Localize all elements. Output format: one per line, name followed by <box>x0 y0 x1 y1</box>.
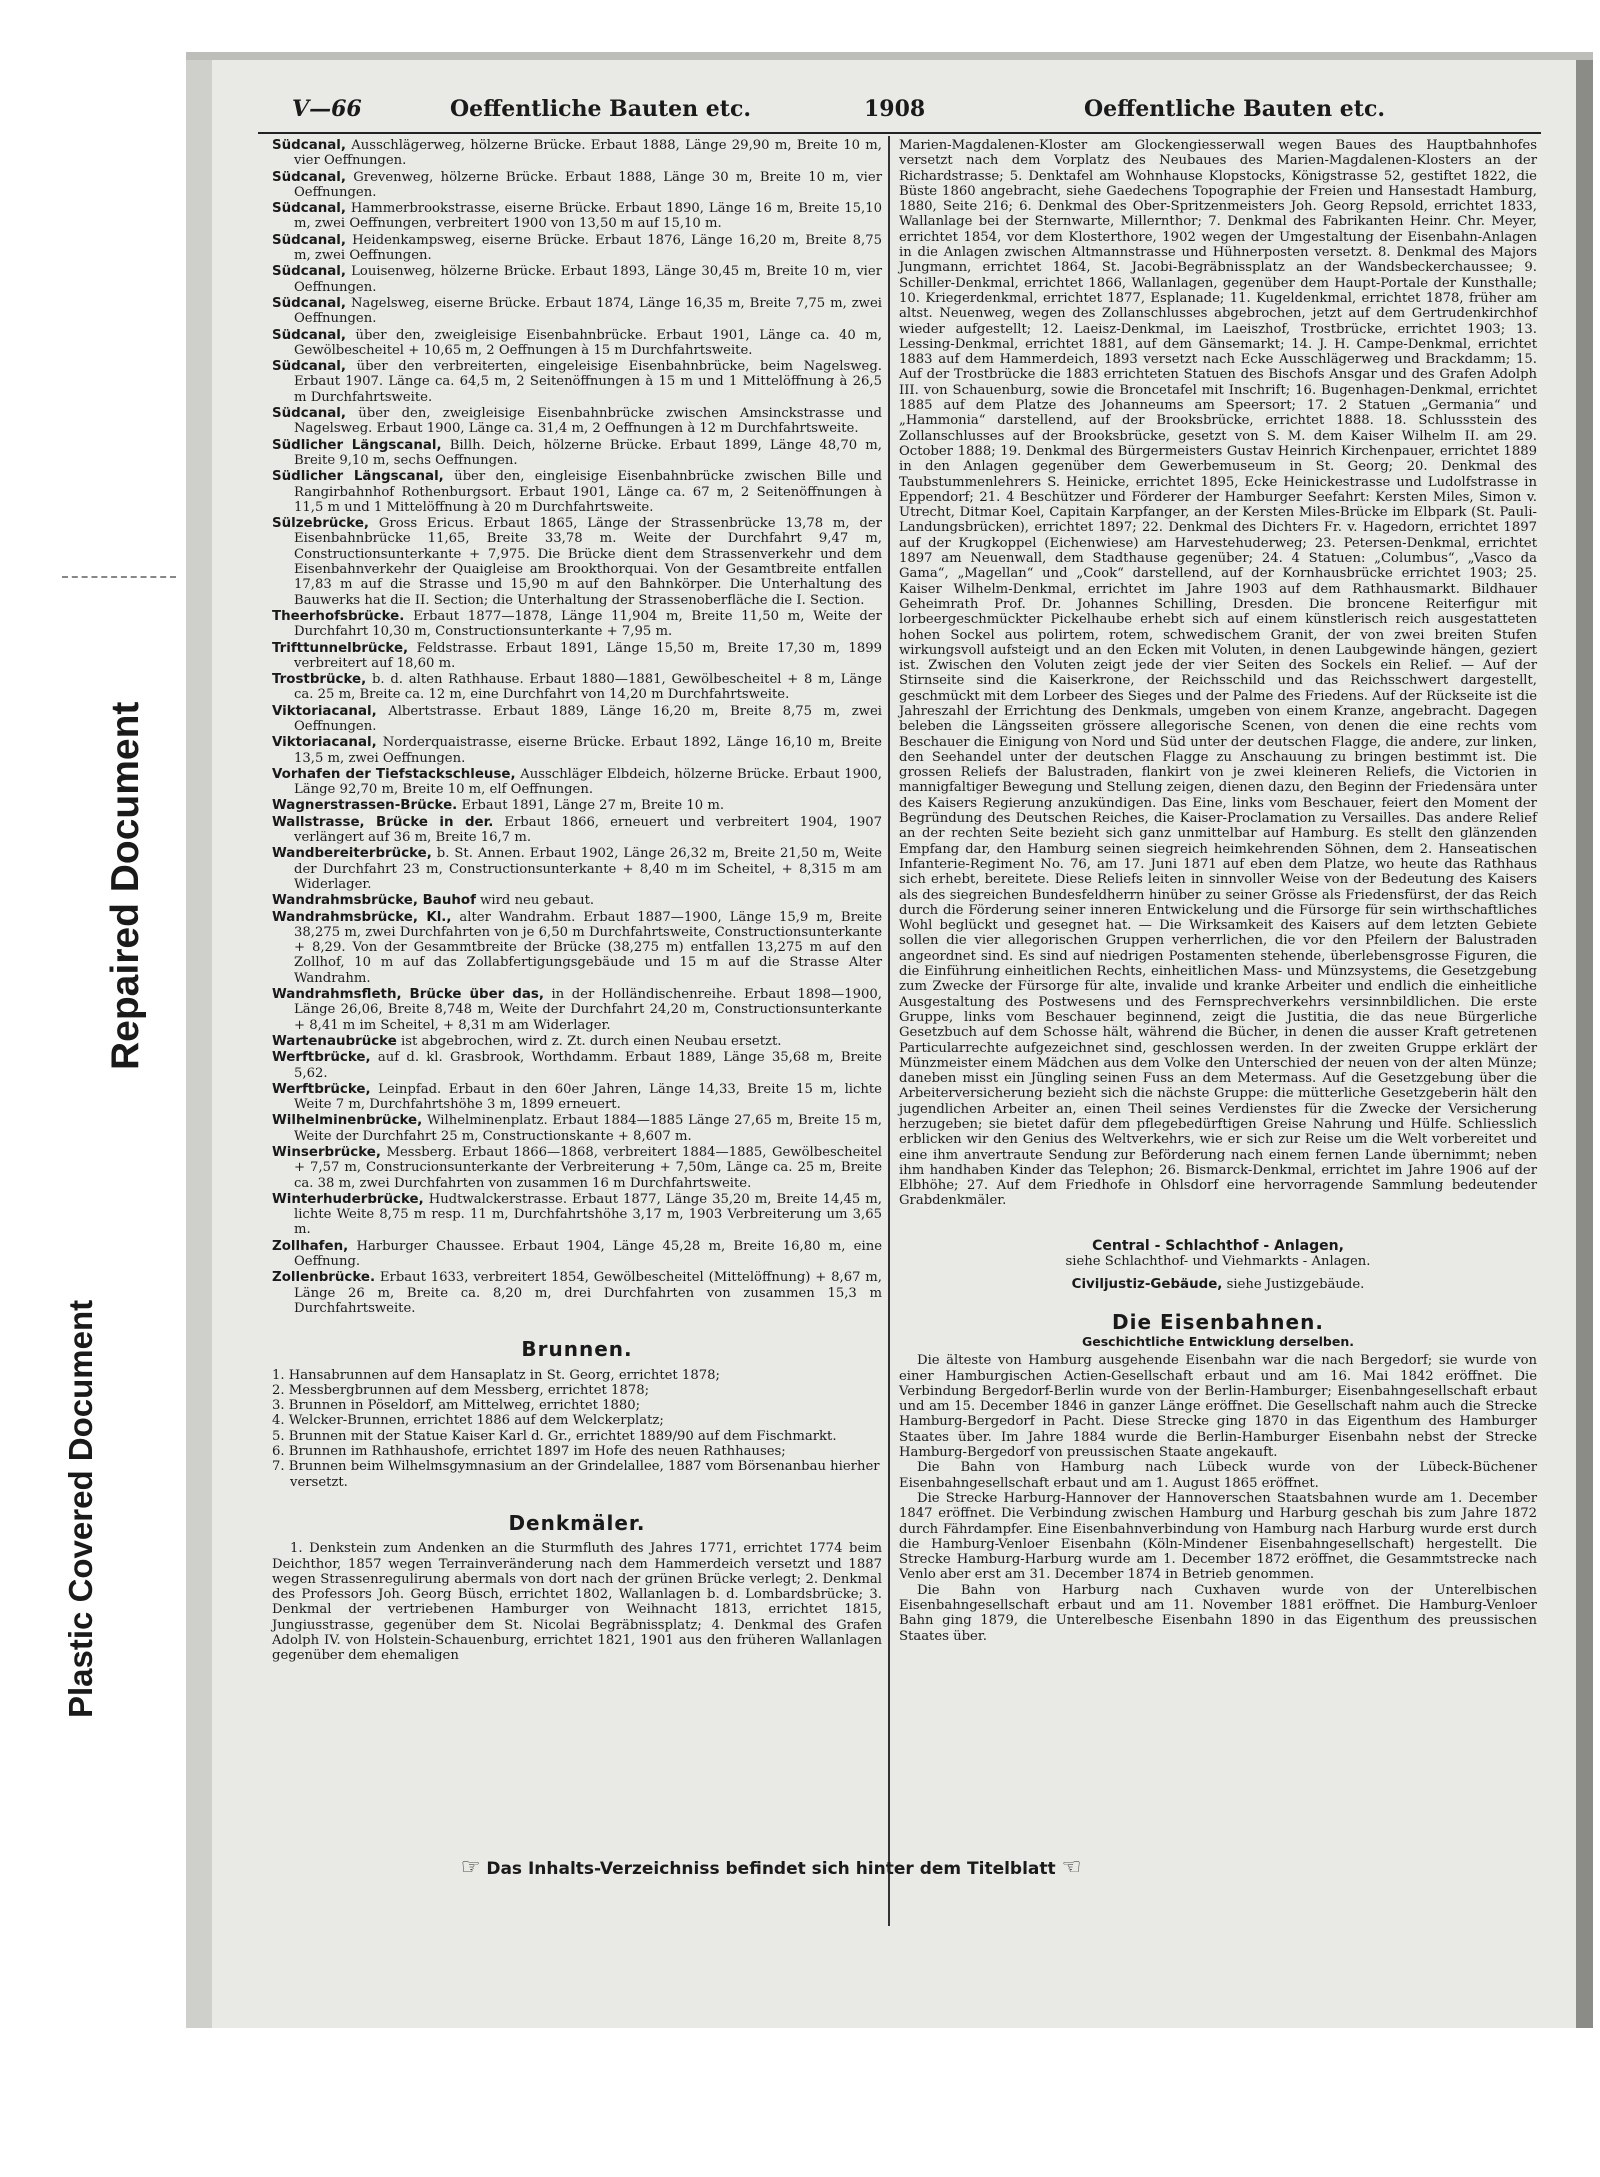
eisenbahn-paragraph: Die älteste von Hamburg ausgehende Eisenbahn war die nach Bergedorf; sie wurde von einer Hamburgischen Actien-Gesellschaft erbaut und am 16. Mai 1842 eröffnet. Die Verbindung Bergedorf-Berlin wurde von der Berlin-Hamburger; Eisenbahngesellschaft erbaut und am 15. December 1846 in ganzer Länge eröffnet. Die Gesellschaft nahm auch die Strecke Hamburg-Bergedorf in Pacht. Diese Strecke ging 1870 in das Eigenthum des Hamburger Staates über. Im Jahre 1884 wurde die Berlin-Hamburger Eisenbahn nebst der Strecke Hamburg-Bergedorf von preussischen Staate angekauft. <box>899 1353 1537 1461</box>
bridge-entry <box>272 1270 882 1316</box>
bridge-entry-text: über den, eingleisige Eisenbahnbrücke zwischen Bille und Rangirbahnhof Rothenburgsort. Erbaut 1901, Länge ca. 67 m, 2 Seitenöffnungen à 11,5 m und 1 Mittelöffnung à 20 m Durchfahrtsweite. <box>294 469 882 515</box>
bridge-entry <box>272 469 882 515</box>
header-year: 1908 <box>864 96 926 122</box>
brunnen-item: 1. Hansabrunnen auf dem Hansaplatz in St. Georg, errichtet 1878; <box>272 1367 720 1383</box>
brunnen-item: 5. Brunnen mit der Statue Kaiser Karl d. Gr., errichtet 1889/90 auf dem Fischmarkt. <box>272 1428 837 1444</box>
left-column <box>272 138 882 1664</box>
bridge-entry-text: Hammerbrookstrasse, eiserne Brücke. Erbaut 1890, Länge 16 m, Breite 15,10 m, zwei Oeffnungen, verbreitert 1900 von 13,50 m auf 15,10 m. <box>294 201 882 232</box>
label-divider <box>62 576 176 578</box>
column-divider <box>888 136 890 1926</box>
bridge-entry-name: Sülzebrücke, <box>272 516 370 532</box>
bridge-entry-name: Südcanal, <box>272 327 346 343</box>
bridge-list <box>272 138 882 1316</box>
bridge-entry-text: auf d. kl. Grasbrook, Worthdamm. Erbaut 1889, Länge 35,68 m, Breite 5,62. <box>294 1050 882 1081</box>
footer-note <box>256 1855 1286 1880</box>
bridge-entry-text: Hudtwalckerstrasse. Erbaut 1877, Länge 35,20 m, Breite 14,45 m, lichte Weite 8,75 m resp. 11 m, Durchfahrtshöhe 3,17 m, 1903 Verbreiterung um 3,65 m. <box>294 1191 882 1238</box>
bridge-entry-text: Ausschläger Elbdeich, hölzerne Brücke. Erbaut 1900, Länge 92,70 m, Breite 10 m, elf Oeffnungen. <box>294 766 882 798</box>
bridge-entry-text: Nagelsweg, eiserne Brücke. Erbaut 1874, Länge 16,35 m, Breite 7,75 m, zwei Oeffnungen. <box>294 295 882 327</box>
scan-left-edge <box>186 52 212 2028</box>
bridge-entry-text: b. St. Annen. Erbaut 1902, Länge 26,32 m, Breite 21,50 m, Weite der Durchfahrt 23 m, Constructionsunterkante + 8,40 m im Scheitel, + 8,315 m am Widerlager. <box>294 846 882 892</box>
bridge-entry-name: Wandrahmsbrücke, Bauhof <box>272 893 476 909</box>
bridge-entry-name: Vorhafen der Tiefstackschleuse, <box>272 766 516 782</box>
bridge-entry-name: Wilhelminenbrücke, <box>272 1113 423 1129</box>
bridge-entry-text: über den, zweigleisige Eisenbahnbrücke zwischen Amsinckstrasse und Nagelsweg. Erbaut 1900, Länge ca. 31,4 m, 2 Oeffnungen à 12 m Durchfahrtsweite. <box>294 406 882 437</box>
bridge-entry <box>272 138 882 169</box>
bridge-entry-name: Trostbrücke, <box>272 672 367 688</box>
bridge-entry-name: Südcanal, <box>272 295 346 311</box>
denkmaeler-title: Denkmäler. <box>508 1510 646 1535</box>
bridge-entry-text: Erbaut 1877—1878, Länge 11,904 m, Breite 11,50 m, Weite der Durchfahrt 10,30 m, Constructionsunterkante + 7,95 m. <box>294 608 882 640</box>
bridge-entry-name: Winserbrücke, <box>272 1145 381 1160</box>
bridge-entry-text: Feldstrasse. Erbaut 1891, Länge 15,50 m, Breite 17,30 m, 1899 verbreitert auf 18,60 m. <box>294 640 882 671</box>
bridge-entry <box>272 1145 882 1191</box>
bridge-entry-text: Louisenweg, hölzerne Brücke. Erbaut 1893, Länge 30,45 m, Breite 10 m, vier Oeffnungen. <box>294 264 882 295</box>
bridge-entry-text: Harburger Chaussee. Erbaut 1904, Länge 45,28 m, Breite 16,80 m, eine Oeffnung. <box>294 1238 882 1270</box>
bridge-entry-name: Wandrahmsbrücke, Kl., <box>272 909 452 925</box>
bridge-entry-text: Wilhelminenplatz. Erbaut 1884—1885 Länge 27,65 m, Breite 15 m, Weite der Durchfahrt 25 m, Constructionskante + 8,607 m. <box>294 1113 882 1144</box>
bridge-entry-text: Messberg. Erbaut 1866—1868, verbreitert 1884—1885, Gewölbescheitel + 7,57 m, Construcionsunterkante der Verbreiterung + 7,50m, Länge ca. 25 m, Breite ca. 38 m, zwei Durchfahrten von zusammen 16 m Durchfahrtsweite. <box>294 1145 882 1191</box>
bridge-entry <box>272 1239 882 1270</box>
bridge-entry <box>272 1050 882 1081</box>
bridge-entry-name: Theerhofsbrücke. <box>272 608 405 624</box>
bridge-entry-text: Billh. Deich, hölzerne Brücke. Erbaut 1899, Länge 48,70 m, Breite 9,10 m, sechs Oeffnungen. <box>294 437 882 468</box>
bridge-entry-text: über den verbreiterten, eingeleisige Eisenbahnbrücke, beim Nagelsweg. Erbaut 1907. Länge ca. 64,5 m, 2 Seitenöffnungen à 15 m und 1 Mittelöffnung à 26,5 m Durchfahrtsweite. <box>294 359 882 405</box>
bridge-entry-name: Viktoriacanal, <box>272 735 377 751</box>
bridge-entry-name: Südcanal, <box>272 138 346 153</box>
eisenbahn-paragraph: Die Bahn von Harburg nach Cuxhaven wurde von der Unterelbischen Eisenbahngesellschaft erbaut und am 11. November 1881 eröffnet. Die Hamburg-Venloer Bahn ging 1879, die Unterelbesche Eisenbahn 1890 in das Eigenthum des preussischen Staates über. <box>899 1582 1537 1644</box>
bridge-entry <box>272 233 882 264</box>
bridge-entry <box>272 641 882 672</box>
bridge-entry-name: Zollhafen, <box>272 1238 349 1254</box>
bridge-entry <box>272 201 882 232</box>
bridge-entry-text: Leinpfad. Erbaut in den 60er Jahren, Länge 14,33, Breite 15 m, lichte Weite 7 m, Durchfahrtshöhe 3 m, 1899 erneuert. <box>294 1081 882 1113</box>
bridge-entry-text: Heidenkampsweg, eiserne Brücke. Erbaut 1876, Länge 16,20 m, Breite 8,75 m, zwei Oeffnungen. <box>294 232 882 264</box>
bridge-entry-text: Albertstrasse. Erbaut 1889, Länge 16,20 m, Breite 8,75 m, zwei Oeffnungen. <box>294 703 882 734</box>
bridge-entry-name: Südcanal, <box>272 169 346 185</box>
bridge-entry <box>272 516 882 608</box>
bridge-entry-name: Südcanal, <box>272 359 346 375</box>
bridge-entry-text: Gross Ericus. Erbaut 1865, Länge der Strassenbrücke 13,78 m, der Eisenbahnbrücke 11,65, Breite 33,78 m. Weite der Durchfahrt 9,47 m, Constructionsunterkante + 7,975. Die Brücke dient dem Strassenverkehr und dem Eisenbahnverkehr der Quaigleise am Brookthorquai. Von der Gesamtbreite entfallen 17,83 m auf die Strasse und 15,90 m auf den Bahnkörper. Die Unterhaltung des Bauwerks hat die II. Section; die Unterhaltung der Strassenoberfläche die I. Section. <box>294 516 882 608</box>
scan-top-edge <box>186 52 1593 60</box>
bridge-entry-text: Grevenweg, hölzerne Brücke. Erbaut 1888, Länge 30 m, Breite 10 m, vier Oeffnungen. <box>294 169 882 200</box>
brunnen-item: 2. Messbergbrunnen auf dem Messberg, errichtet 1878; <box>272 1382 650 1398</box>
bridge-entry-name: Viktoriacanal, <box>272 703 377 719</box>
bridge-entry-text: Erbaut 1866, erneuert und verbreitert 1904, 1907 verlängert auf 36 m, Breite 16,7 m. <box>294 814 883 846</box>
bridge-entry-text: Erbaut 1891, Länge 27 m, Breite 10 m. <box>461 798 725 814</box>
bridge-entry-text: Erbaut 1633, verbreitert 1854, Gewölbescheitel (Mittelöffnung) + 8,67 m, Länge 26 m, Breite ca. 8,20 m, drei Durchfahrten von zusammen 15,3 m Durchfahrtsweite. <box>294 1270 882 1316</box>
bridge-entry-name: Wandrahmsfleth, Brücke über das, <box>272 987 544 1003</box>
footer-text: Das Inhalts-Verzeichniss befindet sich hinter dem Titelblatt <box>486 1859 1056 1879</box>
bridge-entry <box>272 735 882 766</box>
bridge-entry-name: Südcanal, <box>272 406 346 422</box>
brunnen-item: 6. Brunnen im Rathhaushofe, errichtet 1897 im Hofe des neuen Rathhauses; <box>272 1444 786 1460</box>
civiljustiz-line <box>899 1277 1537 1292</box>
bridge-entry <box>272 846 882 892</box>
bridge-entry-text: b. d. alten Rathhause. Erbaut 1880—1881, Gewölbescheitel + 8 m, Länge ca. 25 m, Breite ca. 12 m, eine Durchfahrt von 14,20 m Durchfahrtsweite. <box>294 672 882 703</box>
brunnen-item: 4. Welcker-Brunnen, errichtet 1886 auf dem Welckerplatz; <box>272 1413 664 1429</box>
bridge-entry <box>272 406 882 437</box>
scan-right-edge <box>1576 52 1593 2028</box>
bridge-entry-text: Ausschlägerweg, hölzerne Brücke. Erbaut 1888, Länge 29,90 m, Breite 10 m, vier Oeffnungen. <box>294 138 882 169</box>
bridge-entry-name: Südlicher Längscanal, <box>272 469 444 485</box>
bridge-entry <box>272 296 882 327</box>
bridge-entry <box>272 798 882 813</box>
eisenbahnen-text <box>899 1353 1537 1644</box>
bridge-entry <box>272 1192 882 1238</box>
bridge-entry <box>272 910 882 986</box>
brunnen-list <box>272 1368 882 1490</box>
bridge-entry-text: wird neu gebaut. <box>480 893 595 909</box>
page-header <box>258 92 1541 134</box>
eisenbahn-paragraph: Die Bahn von Hamburg nach Lübeck wurde von der Lübeck-Büchener Eisenbahngesellschaft erbaut und am 1. August 1865 eröffnet. <box>899 1460 1537 1491</box>
eisenbahnen-title: Die Eisenbahnen. <box>1112 1309 1324 1334</box>
bridge-entry-text: über den, zweigleisige Eisenbahnbrücke. Erbaut 1901, Länge ca. 40 m, Gewölbescheitel + 10,65 m, 2 Oeffnungen à 15 m Durchfahrtsweite. <box>294 327 882 358</box>
bridge-entry-name: Südcanal, <box>272 232 346 248</box>
civiljustiz-ref: siehe Justizgebäude. <box>1226 1277 1365 1293</box>
page-number: V—66 <box>292 96 362 122</box>
bridge-entry <box>272 328 882 359</box>
bridge-entry-text: in der Holländischenreihe. Erbaut 1898—1900, Länge 26,06, Breite 8,748 m, Weite der Durchfahrt 24,20 m, Constructionsunterkante + 8,41 m im Scheitel, + 8,31 m am Widerlager. <box>294 987 882 1033</box>
right-column <box>899 138 1537 1644</box>
bridge-entry <box>272 815 882 846</box>
bridge-entry <box>272 438 882 469</box>
bridge-entry <box>272 609 882 640</box>
repaired-document-label: Repaired Document <box>104 701 147 1070</box>
central-schlachthof-title: Central - Schlachthof - Anlagen, <box>1092 1237 1344 1254</box>
bridge-entry-name: Südcanal, <box>272 264 346 280</box>
bridge-entry <box>272 987 882 1033</box>
bridge-entry-name: Wandbereiterbrücke, <box>272 846 432 862</box>
bridge-entry-name: Südcanal, <box>272 201 346 217</box>
bridge-entry <box>272 704 882 735</box>
header-left-title: Oeffentliche Bauten etc. <box>450 96 752 122</box>
bridge-entry-name: Wallstrasse, Brücke in der. <box>272 814 494 830</box>
brunnen-title: Brunnen. <box>521 1337 633 1362</box>
bridge-entry <box>272 359 882 405</box>
bridge-entry-name: Wartenaubrücke <box>272 1033 397 1049</box>
bridge-entry <box>272 1082 882 1113</box>
header-right-title: Oeffentliche Bauten etc. <box>1084 96 1386 122</box>
bridge-entry-name: Werftbrücke, <box>272 1050 371 1066</box>
bridge-entry <box>272 170 882 201</box>
bridge-entry-name: Trifttunnelbrücke, <box>272 640 409 656</box>
bridge-entry-name: Südlicher Längscanal, <box>272 437 442 453</box>
document-page <box>258 92 1541 1972</box>
pointing-hand-icon: ☞ <box>460 1855 481 1880</box>
brunnen-item: 7. Brunnen beim Wilhelmsgymnasium an der Grindelallee, 1887 vom Börsenanbau hierher versetzt. <box>272 1459 880 1490</box>
bridge-entry <box>272 1034 882 1049</box>
bridge-entry-name: Winterhuderbrücke, <box>272 1191 424 1207</box>
brunnen-item: 3. Brunnen in Pöseldorf, am Mittelweg, errichtet 1880; <box>272 1398 641 1414</box>
bridge-entry-text: Norderquaistrasse, eiserne Brücke. Erbaut 1892, Länge 16,10 m, Breite 13,5 m, zwei Oeffnungen. <box>294 735 882 766</box>
plastic-covered-document-label: Plastic Covered Document <box>62 1299 99 1718</box>
bridge-entry-name: Wagnerstrassen-Brücke. <box>272 798 458 814</box>
bridge-entry <box>272 893 882 908</box>
denkmaeler-continued-text: Marien-Magdalenen-Kloster am Glockengiesserwall wegen Baues des Hauptbahnhofes versetzt nach dem Vorplatz des Neubaues des Marien-Magdalenen-Klosters an der Richardstrasse; 5. Denktafel am Wohnhause Klopstocks, Königstrasse 52, gestiftet 1822, die Büste 1860 angebracht, siehe Gaedechens Topographie der Freien und Hansestadt Hamburg, 1880, Seite 216; 6. Denkmal des Ober-Spritzenmeisters Joh. Georg Repsold, errichtet 1833, Wallanlage bei der Sternwarte, Millernthor; 7. Denkmal des Fabrikanten Heinr. Chr. Meyer, errichtet 1854, vor dem Klosterthore, 1902 wegen der Umgestaltung der Eisenbahn-Anlagen in die Anlagen zwischen Altmannstrasse und Hühnerposten versetzt. 8. Denkmal des Majors Jungmann, errichtet 1864, St. Jacobi-Begräbnissplatz an der Wandsbeckerchaussee; 9. Schiller-Denkmal, errichtet 1866, Wallanlagen, gegenüber dem Haupt-Portale der Kunsthalle; 10. Kriegerdenkmal, errichtet 1877, Esplanade; 11. Kugeldenkmal, errichtet 1878, früher am altst. Neuenweg, wegen des Zollanschlusses abgebrochen, jetzt auf dem Gertrudenkirchhof wieder aufgestellt; 12. Laeisz-Denkmal, im Laeiszhof, Trostbrücke, errichtet 1903; 13. Lessing-Denkmal, errichtet 1881, auf dem Gänsemarkt; 14. J. H. Campe-Denkmal, errichtet 1883 auf dem Hammerdeich, 1893 versetzt nach Ecke Ausschlägerweg und Brackdamm; 15. Auf der Trostbrücke die 1883 errichteten Statuen des Bischofs Ansgar und des Grafen Adolph III. von Schauenburg, sowie die Broncetafel mit Inschrift; 16. Bugenhagen-Denkmal, errichtet 1885 auf dem Platze des Johanneums am Speersort; 17. 2 Statuen „Germania“ und „Hammonia“ darstellend, auf der Brooksbrücke, errichtet 1888. 18. Schlussstein des Zollanschlusses auf der Brooksbrücke, gesetzt von S. M. dem Kaiser Wilhelm II. am 29. October 1888; 19. Denkmal des Bürgermeisters Gustav Heinrich Kirchenpauer, errichtet 1889 in den Anlagen gegenüber dem Gewerbemuseum in St. Georg; 20. Denkmal des Taubstummenlehrers S. Heinicke, errichtet 1895, Ecke Heinickestrasse und Ludolfstrasse in Eppendorf; 21. 4 Beschützer und Förderer der Hamburger Seefahrt: Kersten Miles, Simon v. Utrecht, Ditmar Koel, Capitain Karpfanger, an der Kersten Miles-Brücke im Elbpark (St. Pauli-Landungsbrücken), errichtet 1897; 22. Denkmal des Dichters Fr. v. Hagedorn, errichtet 1897 auf der Krugkoppel (Eichenwiese) am Harvestehuderweg; 23. Petersen-Denkmal, errichtet 1897 am Neuenwall, dem Stadthause gegenüber; 24. 4 Statuen: „Columbus“, „Vasco da Gama“, „Magellan“ und „Cook“ darstellend, auf der Kornhausbrücke errichtet 1903; 25. Kaiser Wilhelm-Denkmal, errichtet im Jahre 1903 auf dem Rathhausmarkt. Bildhauer Geheimrath Prof. Dr. Johannes Schilling, Dresden. Die broncene Reiterfigur mit lorbeergeschmückter Pickelhaube erhebt sich auf einem künstlerisch reich ausgestatteten hohen Sockel aus polirtem, rotem, schwedischem Granit, der von zwei breiten Stufen wirkungsvoll aufsteigt und an den Ecken mit Voluten, in denen Laubgewinde hängen, geziert ist. Zwischen den Voluten zeigt jede der vier Seiten des Sockels ein Relief. — Auf der Stirnseite sind die Kaiserkrone, der Reichsschild und das Reichsschwert dargestellt, geschmückt mit dem Lorbeer des Sieges und der Palme des Friedens. Auf der Rückseite ist die Jahreszahl der Errichtung des Denkmals, umgeben von einem Kranze, angebracht. Dagegen beleben die Längsseiten grössere allegorische Scenen, von denen die eine rechts vom Beschauer die Einigung von Nord und Süd unter der deutschen Flagge, die andere, zur linken, den Seehandel unter der deutschen Flagge zu Anschauung zu bringen bestimmt ist. Die grossen Reliefs der Balustraden, flankirt von je zwei kleineren Reliefs, die Victorien in mannigfaltiger Bewegung und Stellung zeigen, dienen dazu, den Beginn der Friedensära unter des Kaisers Regierung anzukündigen. Das Eine, links vom Beschauer, feiert den Moment der Begründung des Deutschen Reiches, die Kaiser-Proclamation zu Versailles. Das andere Relief an der rechten Seite bezieht sich ganz unmittelbar auf Hamburg. Es stellt den glänzenden Empfang dar, den Hamburg seinen siegreich heimkehrenden Söhnen, dem 2. Hanseatischen Infanterie-Regiment No. 76, am 17. Juni 1871 auf eben dem Platze, wo heute das Rathhaus sich erhebt, bereitete. Diese Reliefs leiten in sinnvoller Weise von der Bedeutung des Kaisers als des siegreichen Bundesfeldherrn hinüber zu seiner Grösse als Friedensfürst, der das Reich durch die Förderung seiner inneren Entwickelung und die Fürsorge für sein wirthschaftliches Wohl beglückt und gesegnet hat. — Die Wirksamkeit des Kaisers auf dem letzten Gebiete sollen die vier allegorischen Gruppen verherrlichen, die vor den Pfeilern der Balustraden angeordnet sind. Es sind auf niedrigen Postamenten stehende, überlebensgrosse Figuren, die die Einführung einheitlichen Rechts, einheitlichen Mass- und Münzsystems, die Gesetzgebung zum Zwecke der Fürsorge für alte, invalide und kranke Arbeiter und endlich die einheitliche Ausgestaltung des Postwesens und des Fernsprechverkehrs versinnbildlichen. Die erste Gruppe, links vom Beschauer beginnend, zeigt die Justitia, die das neue Bürgerliche Gesetzbuch auf dem Schosse hält, während die Bücher, in denen die ausser Kraft getretenen Particularrechte aufgezeichnet sind, geschlossen werden. In der zweiten Gruppe erklärt der Münzmeister einem Mädchen aus dem Volke den Unterschied der neuen von der alten Münze; daneben misst ein Jüngling seinen Fuss an dem Metermass. Auf die Gesetzgebung über die Arbeiterversicherung bezieht sich die nächste Gruppe: die mütterliche Gesetzgeberin hält den jugendlichen Arbeiter an, einen Theil seines Verdienstes für die Zwecke der Versicherung herzugeben; sie bietet dafür dem pflegebedürftigen Greise Nahrung und Hülfe. Schliesslich erblicken wir den Genius des Weltverkehrs, wie er sich zur Reise um die Welt vorbereitet und eine ihm anvertraute Sendung zur Beförderung nach einem fernen Lande übernimmt; neben ihm handhaben Kinder das Telephon; 26. Bismarck-Denkmal, errichtet im Jahre 1906 auf der Elbhöhe; 27. Auf dem Friedhofe in Ohlsdorf eine hervorragende Sammlung bedeutender Grabdenkmäler. <box>899 138 1537 1209</box>
central-schlachthof-ref: siehe Schlachthof- und Viehmarkts - Anlagen. <box>1065 1254 1371 1270</box>
bridge-entry <box>272 672 882 703</box>
bridge-entry <box>272 767 882 798</box>
bridge-entry-text: alter Wandrahm. Erbaut 1887—1900, Länge 15,9 m, Breite 38,275 m, zwei Durchfahrten von je 6,50 m Durchfahrtsweite, Constructionsunterkante + 8,29. Von der Gesammtbreite der Brücke (38,275 m) entfallen 13,275 m auf den Zollhof, 10 m auf das Zollabfertigungsgebäude und 15 m auf die Strasse Alter Wandrahm. <box>294 909 882 986</box>
pointing-hand-left-icon: ☜ <box>1061 1855 1082 1880</box>
denkmaeler-text: 1. Denkstein zum Andenken an die Sturmfluth des Jahres 1771, errichtet 1774 beim Deichthor, 1857 wegen Terrainveränderung nach dem Hammerdeich versetzt und 1887 wegen Strassenregulirung abermals von dort nach der grünen Brücke verlegt; 2. Denkmal des Professors Joh. Georg Büsch, errichtet 1802, Wallanlagen b. d. Lombardsbrücke; 3. Denkmal der vertriebenen Hamburger von Weihnacht 1813, errichtet 1815, Jungiusstrasse, gegenüber dem St. Nicolai Begräbnissplatz; 4. Denkmal des Grafen Adolph IV. von Holstein-Schauenburg, errichtet 1821, 1901 aus den früheren Wallanlagen gegenüber dem ehemaligen <box>272 1541 882 1664</box>
bridge-entry-name: Werftbrücke, <box>272 1081 371 1097</box>
bridge-entry <box>272 264 882 295</box>
eisenbahnen-subtitle: Geschichtliche Entwicklung derselben. <box>1082 1333 1354 1349</box>
eisenbahn-paragraph: Die Strecke Harburg-Hannover der Hannoverschen Staatsbahnen wurde am 1. December 1847 eröffnet. Die Verbindung zwischen Hamburg und Harburg geschah bis zum Jahre 1872 durch Fährdampfer. Eine Eisenbahnverbindung von Hamburg nach Harburg wurde erst durch die Hamburg-Venloer Eisenbahn (Köln-Mindener Eisenbahngesellschaft) hergestellt. Die Strecke Hamburg-Harburg wurde am 1. December 1872 eröffnet, die Gesammtstrecke nach Venlo aber erst am 31. December 1874 in Betrieb genommen. <box>899 1490 1537 1583</box>
civiljustiz-title: Civiljustiz-Gebäude, <box>1071 1277 1223 1293</box>
bridge-entry <box>272 1113 882 1144</box>
bridge-entry-text: ist abgebrochen, wird z. Zt. durch einen Neubau ersetzt. <box>401 1033 782 1049</box>
bridge-entry-name: Zollenbrücke. <box>272 1270 376 1286</box>
